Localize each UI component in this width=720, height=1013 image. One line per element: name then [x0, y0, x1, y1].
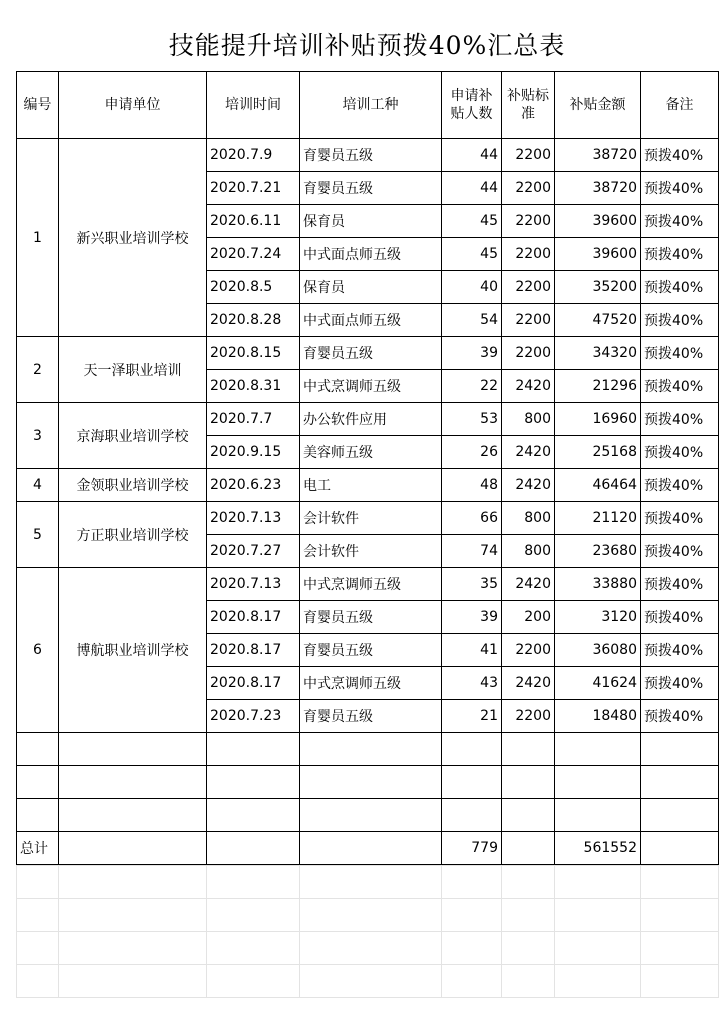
grid-cell[interactable] [641, 965, 719, 998]
cell-trade[interactable]: 中式烹调师五级 [300, 667, 442, 700]
grid-cell[interactable] [442, 899, 502, 932]
grid-cell[interactable] [207, 932, 300, 965]
cell-time[interactable]: 2020.6.23 [207, 469, 300, 502]
header-time[interactable]: 培训时间 [207, 72, 300, 139]
grid-cell[interactable] [207, 866, 300, 899]
grid-cell[interactable] [17, 932, 59, 965]
cell-standard[interactable]: 2200 [502, 634, 555, 667]
grid-cell[interactable] [442, 866, 502, 899]
empty-cell[interactable] [442, 799, 502, 832]
cell-count[interactable]: 43 [442, 667, 502, 700]
empty-cell[interactable] [300, 832, 442, 865]
empty-cell[interactable] [442, 766, 502, 799]
header-remark[interactable]: 备注 [641, 72, 719, 139]
cell-count[interactable]: 54 [442, 304, 502, 337]
cell-remark[interactable]: 预拨40% [641, 436, 719, 469]
header-amount[interactable]: 补贴金额 [555, 72, 641, 139]
header-row [17, 72, 719, 139]
cell-time[interactable]: 2020.8.17 [207, 634, 300, 667]
empty-cell[interactable] [555, 799, 641, 832]
grid-cell[interactable] [17, 899, 59, 932]
cell-trade[interactable]: 育婴员五级 [300, 172, 442, 205]
empty-cell[interactable] [59, 832, 207, 865]
total-amount[interactable]: 561552 [555, 832, 641, 865]
table-row [17, 403, 719, 436]
cell-count[interactable]: 22 [442, 370, 502, 403]
cell-amount[interactable]: 46464 [555, 469, 641, 502]
cell-trade[interactable]: 育婴员五级 [300, 337, 442, 370]
cell-standard[interactable]: 2420 [502, 436, 555, 469]
cell-no[interactable]: 6 [17, 568, 59, 733]
table-row [17, 502, 719, 535]
grid-cell[interactable] [502, 899, 555, 932]
cell-unit[interactable]: 天一泽职业培训 [59, 337, 207, 403]
cell-amount[interactable]: 47520 [555, 304, 641, 337]
cell-count[interactable]: 44 [442, 172, 502, 205]
empty-cell[interactable] [207, 799, 300, 832]
cell-standard[interactable]: 2200 [502, 172, 555, 205]
cell-time[interactable]: 2020.7.23 [207, 700, 300, 733]
grid-cell[interactable] [502, 866, 555, 899]
empty-cell[interactable] [59, 766, 207, 799]
table-row [17, 337, 719, 370]
cell-time[interactable]: 2020.6.11 [207, 205, 300, 238]
grid-cell[interactable] [555, 932, 641, 965]
cell-standard[interactable]: 800 [502, 502, 555, 535]
cell-standard[interactable]: 2200 [502, 271, 555, 304]
cell-count[interactable]: 26 [442, 436, 502, 469]
cell-standard[interactable]: 2420 [502, 469, 555, 502]
cell-time[interactable]: 2020.9.15 [207, 436, 300, 469]
cell-time[interactable]: 2020.8.31 [207, 370, 300, 403]
blank-row [17, 799, 719, 832]
cell-amount[interactable]: 38720 [555, 139, 641, 172]
cell-remark[interactable]: 预拨40% [641, 535, 719, 568]
grid-cell[interactable] [207, 965, 300, 998]
cell-remark[interactable]: 预拨40% [641, 337, 719, 370]
cell-count[interactable]: 45 [442, 238, 502, 271]
empty-grid [16, 865, 719, 998]
cell-trade[interactable]: 中式烹调师五级 [300, 370, 442, 403]
summary-table [16, 71, 719, 865]
cell-amount[interactable]: 21120 [555, 502, 641, 535]
cell-standard[interactable]: 800 [502, 403, 555, 436]
cell-trade[interactable]: 育婴员五级 [300, 634, 442, 667]
cell-count[interactable]: 45 [442, 205, 502, 238]
cell-remark[interactable]: 预拨40% [641, 271, 719, 304]
cell-trade[interactable]: 保育员 [300, 205, 442, 238]
cell-remark[interactable]: 预拨40% [641, 568, 719, 601]
cell-standard[interactable]: 2200 [502, 304, 555, 337]
cell-count[interactable]: 66 [442, 502, 502, 535]
cell-remark[interactable]: 预拨40% [641, 238, 719, 271]
header-trade[interactable]: 培训工种 [300, 72, 442, 139]
table-row [17, 139, 719, 172]
empty-cell[interactable] [17, 799, 59, 832]
cell-trade[interactable]: 中式面点师五级 [300, 238, 442, 271]
grid-cell[interactable] [555, 866, 641, 899]
grid-cell[interactable] [641, 932, 719, 965]
grid-row [17, 866, 719, 899]
cell-standard[interactable]: 2420 [502, 667, 555, 700]
cell-remark[interactable]: 预拨40% [641, 139, 719, 172]
grid-cell[interactable] [555, 899, 641, 932]
cell-time[interactable]: 2020.8.28 [207, 304, 300, 337]
grid-cell[interactable] [300, 932, 442, 965]
grid-cell[interactable] [59, 932, 207, 965]
grid-cell[interactable] [502, 932, 555, 965]
empty-cell[interactable] [207, 733, 300, 766]
cell-unit[interactable]: 金领职业培训学校 [59, 469, 207, 502]
cell-amount[interactable]: 3120 [555, 601, 641, 634]
grid-cell[interactable] [300, 899, 442, 932]
cell-amount[interactable]: 34320 [555, 337, 641, 370]
empty-cell[interactable] [502, 766, 555, 799]
total-row [17, 832, 719, 865]
cell-count[interactable]: 74 [442, 535, 502, 568]
cell-trade[interactable]: 会计软件 [300, 535, 442, 568]
cell-time[interactable]: 2020.8.5 [207, 271, 300, 304]
cell-time[interactable]: 2020.7.27 [207, 535, 300, 568]
total-label[interactable]: 总计 [17, 832, 59, 865]
empty-cell[interactable] [442, 733, 502, 766]
empty-cell[interactable] [502, 733, 555, 766]
cell-trade[interactable]: 会计软件 [300, 502, 442, 535]
cell-standard[interactable]: 2420 [502, 370, 555, 403]
cell-trade[interactable]: 中式烹调师五级 [300, 568, 442, 601]
cell-time[interactable]: 2020.7.13 [207, 568, 300, 601]
grid-cell[interactable] [641, 899, 719, 932]
header-standard[interactable]: 补贴标准 [502, 72, 555, 139]
grid-cell[interactable] [641, 866, 719, 899]
empty-cell[interactable] [59, 733, 207, 766]
cell-count[interactable]: 21 [442, 700, 502, 733]
grid-row [17, 965, 719, 998]
empty-cell[interactable] [555, 766, 641, 799]
cell-trade[interactable]: 电工 [300, 469, 442, 502]
cell-time[interactable]: 2020.7.24 [207, 238, 300, 271]
cell-trade[interactable]: 育婴员五级 [300, 601, 442, 634]
empty-cell[interactable] [17, 733, 59, 766]
cell-trade[interactable]: 保育员 [300, 271, 442, 304]
cell-remark[interactable]: 预拨40% [641, 502, 719, 535]
cell-no[interactable]: 3 [17, 403, 59, 469]
cell-time[interactable]: 2020.8.17 [207, 601, 300, 634]
cell-no[interactable]: 1 [17, 139, 59, 337]
blank-row [17, 733, 719, 766]
total-count[interactable]: 779 [442, 832, 502, 865]
cell-amount[interactable]: 25168 [555, 436, 641, 469]
cell-amount[interactable]: 36080 [555, 634, 641, 667]
empty-cell[interactable] [641, 733, 719, 766]
grid-cell[interactable] [59, 899, 207, 932]
cell-amount[interactable]: 23680 [555, 535, 641, 568]
grid-cell[interactable] [17, 866, 59, 899]
empty-cell[interactable] [641, 832, 719, 865]
grid-row [17, 899, 719, 932]
cell-unit[interactable]: 方正职业培训学校 [59, 502, 207, 568]
cell-count[interactable]: 44 [442, 139, 502, 172]
blank-row [17, 766, 719, 799]
cell-time[interactable]: 2020.8.15 [207, 337, 300, 370]
grid-cell[interactable] [59, 965, 207, 998]
grid-cell[interactable] [300, 965, 442, 998]
cell-time[interactable]: 2020.7.13 [207, 502, 300, 535]
cell-no[interactable]: 2 [17, 337, 59, 403]
empty-cell[interactable] [17, 766, 59, 799]
cell-standard[interactable]: 800 [502, 535, 555, 568]
cell-count[interactable]: 41 [442, 634, 502, 667]
cell-standard[interactable]: 2200 [502, 238, 555, 271]
cell-count[interactable]: 39 [442, 601, 502, 634]
empty-cell[interactable] [59, 799, 207, 832]
cell-remark[interactable]: 预拨40% [641, 700, 719, 733]
grid-cell[interactable] [502, 965, 555, 998]
cell-time[interactable]: 2020.8.17 [207, 667, 300, 700]
cell-time[interactable]: 2020.7.7 [207, 403, 300, 436]
grid-row [17, 932, 719, 965]
header-count[interactable]: 申请补贴人数 [442, 72, 502, 139]
cell-amount[interactable]: 33880 [555, 568, 641, 601]
cell-count[interactable]: 53 [442, 403, 502, 436]
empty-cell[interactable] [207, 766, 300, 799]
empty-cell[interactable] [502, 799, 555, 832]
cell-unit[interactable]: 博航职业培训学校 [59, 568, 207, 733]
empty-cell[interactable] [300, 799, 442, 832]
header-unit[interactable]: 申请单位 [59, 72, 207, 139]
cell-amount[interactable]: 16960 [555, 403, 641, 436]
cell-amount[interactable]: 18480 [555, 700, 641, 733]
cell-remark[interactable]: 预拨40% [641, 304, 719, 337]
cell-remark[interactable]: 预拨40% [641, 634, 719, 667]
header-no[interactable]: 编号 [17, 72, 59, 139]
table-row [17, 568, 719, 601]
empty-cell[interactable] [300, 766, 442, 799]
cell-amount[interactable]: 41624 [555, 667, 641, 700]
cell-count[interactable]: 39 [442, 337, 502, 370]
cell-amount[interactable]: 39600 [555, 238, 641, 271]
empty-cell[interactable] [555, 733, 641, 766]
cell-time[interactable]: 2020.7.21 [207, 172, 300, 205]
cell-standard[interactable]: 2200 [502, 700, 555, 733]
cell-unit[interactable]: 京海职业培训学校 [59, 403, 207, 469]
empty-cell[interactable] [641, 766, 719, 799]
cell-amount[interactable]: 21296 [555, 370, 641, 403]
grid-cell[interactable] [59, 866, 207, 899]
cell-remark[interactable]: 预拨40% [641, 667, 719, 700]
cell-trade[interactable]: 办公软件应用 [300, 403, 442, 436]
cell-remark[interactable]: 预拨40% [641, 172, 719, 205]
cell-no[interactable]: 4 [17, 469, 59, 502]
empty-cell[interactable] [641, 799, 719, 832]
grid-cell[interactable] [442, 965, 502, 998]
cell-amount[interactable]: 38720 [555, 172, 641, 205]
cell-remark[interactable]: 预拨40% [641, 601, 719, 634]
cell-remark[interactable]: 预拨40% [641, 469, 719, 502]
cell-trade[interactable]: 中式面点师五级 [300, 304, 442, 337]
cell-no[interactable]: 5 [17, 502, 59, 568]
cell-standard[interactable]: 2200 [502, 139, 555, 172]
cell-count[interactable]: 35 [442, 568, 502, 601]
cell-unit[interactable]: 新兴职业培训学校 [59, 139, 207, 337]
cell-trade[interactable]: 美容师五级 [300, 436, 442, 469]
empty-cell[interactable] [502, 832, 555, 865]
cell-remark[interactable]: 预拨40% [641, 403, 719, 436]
cell-standard[interactable]: 2200 [502, 337, 555, 370]
sheet-title: 技能提升培训补贴预拨40%汇总表 [168, 31, 566, 60]
cell-remark[interactable]: 预拨40% [641, 370, 719, 403]
table-row [17, 469, 719, 502]
grid-cell[interactable] [555, 965, 641, 998]
cell-count[interactable]: 48 [442, 469, 502, 502]
cell-amount[interactable]: 35200 [555, 271, 641, 304]
cell-time[interactable]: 2020.7.9 [207, 139, 300, 172]
cell-standard[interactable]: 2420 [502, 568, 555, 601]
grid-cell[interactable] [300, 866, 442, 899]
cell-amount[interactable]: 39600 [555, 205, 641, 238]
cell-standard[interactable]: 2200 [502, 205, 555, 238]
grid-cell[interactable] [442, 932, 502, 965]
grid-cell[interactable] [17, 965, 59, 998]
cell-count[interactable]: 40 [442, 271, 502, 304]
empty-cell[interactable] [207, 832, 300, 865]
empty-cell[interactable] [300, 733, 442, 766]
grid-cell[interactable] [207, 899, 300, 932]
cell-remark[interactable]: 预拨40% [641, 205, 719, 238]
cell-trade[interactable]: 育婴员五级 [300, 700, 442, 733]
cell-standard[interactable]: 200 [502, 601, 555, 634]
cell-trade[interactable]: 育婴员五级 [300, 139, 442, 172]
